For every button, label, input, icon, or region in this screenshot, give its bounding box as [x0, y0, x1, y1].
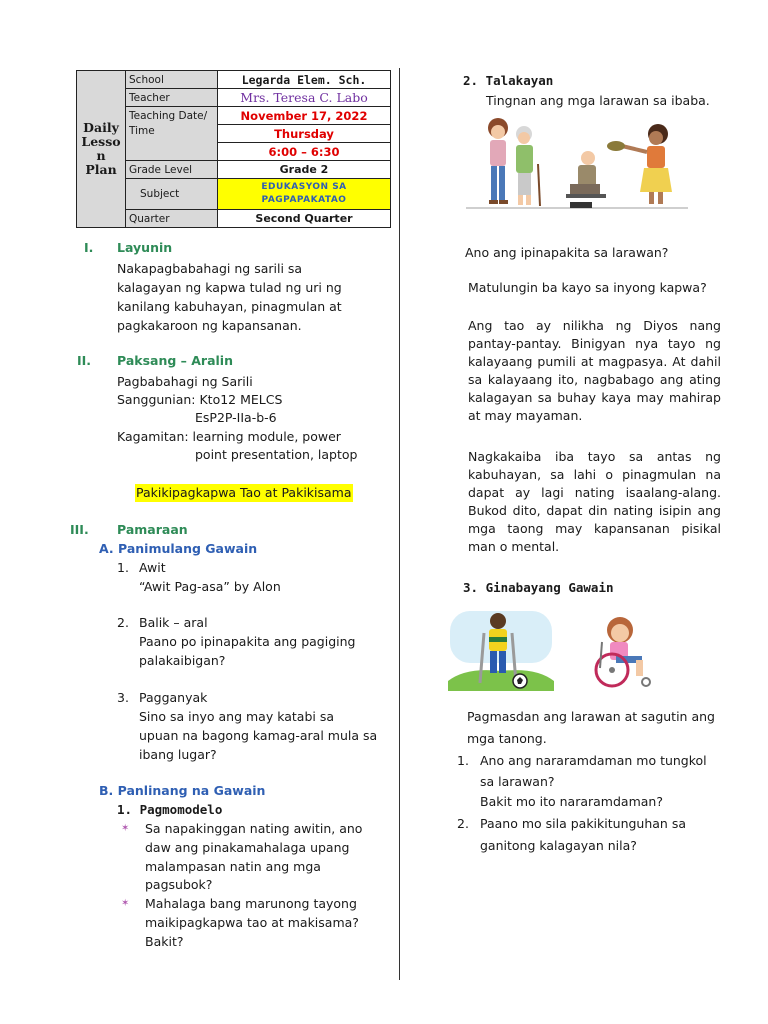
item-2-line-3: palakaibigan?: [139, 653, 226, 668]
grade-level-label: Grade Level: [126, 161, 218, 179]
section-1-number: I.: [84, 240, 94, 255]
subject-line-1: EDUKASYON SA: [261, 182, 347, 192]
paragraph-2: Nagkakaiba iba tayo sa antas ng kabuhayan, sa lahi o pinagmulan na dapat ay lagi nating isaalang-alang. Bukod dito, dapat din nating isipin ang mga taong may kapansanan pisikal man o mental.: [468, 449, 721, 554]
sanggunian-line: Sanggunian: Kto12 MELCS: [117, 392, 283, 407]
item-2-line-1: Balik – aral: [139, 615, 208, 630]
column-divider: [399, 68, 400, 980]
teacher-value: Mrs. Teresa C. Labo: [218, 89, 391, 107]
topic-highlight: Pakikipagkapwa Tao at Pakikisama: [136, 485, 352, 500]
section-1-title: Layunin: [117, 240, 173, 255]
panlinang-gawain-title: B. Panlinang na Gawain: [99, 783, 266, 798]
item-1-line-1: Awit: [139, 560, 166, 575]
bullet-1-line-4: pagsubok?: [145, 877, 213, 892]
ginabayang-gawain-title: 3. Ginabayang Gawain: [463, 580, 614, 595]
teacher-label: Teacher: [126, 89, 218, 107]
subject-label: Subject: [126, 179, 218, 210]
guide-q2-line-1: Paano mo sila pakikitunguhan sa: [480, 816, 686, 831]
guide-q1-line-2: sa larawan?: [480, 774, 555, 789]
time-value: 6:00 – 6:30: [218, 143, 391, 161]
guide-q2-line-2: ganitong kalagayan nila?: [480, 838, 637, 853]
teaching-date-label: Teaching Date/ Time: [126, 107, 218, 161]
item-2-line-2: Paano po ipinapakita ang pagiging: [139, 634, 356, 649]
bullet-1-line-1: Sa napakinggan nating awitin, ano: [145, 821, 363, 836]
bullet-1-line-3: malampasan natin ang mga: [145, 859, 321, 874]
lesson-plan-header-table: [76, 70, 391, 228]
item-1-line-2: “Awit Pag-asa” by Alon: [139, 579, 281, 594]
layunin-line-3: kanilang kabuhayan, pinagmulan at: [117, 299, 342, 314]
item-2-number: 2.: [117, 615, 129, 630]
subject-line-2: PAGPAPAKATAO: [261, 195, 347, 205]
school-value: Legarda Elem. Sch.: [218, 71, 391, 89]
question-2: Matulungin ba kayo sa inyong kapwa?: [468, 280, 707, 295]
boy-crutches-illustration: [446, 607, 556, 695]
wheelchair-girl-illustration: [580, 612, 672, 690]
helping-illustration: [466, 112, 688, 212]
guide-q1-line-3: Bakit mo ito nararamdaman?: [480, 794, 663, 809]
subject-value: [218, 179, 391, 210]
bullet-1-icon: ✶: [121, 823, 130, 834]
guide-q1-number: 1.: [457, 753, 469, 768]
grade-level-value: Grade 2: [218, 161, 391, 179]
talakayan-title: 2. Talakayan: [463, 73, 554, 88]
item-3-number: 3.: [117, 690, 129, 705]
item-3-line-1: Pagganyak: [139, 690, 208, 705]
layunin-line-4: pagkakaroon ng kapansanan.: [117, 318, 302, 333]
question-1: Ano ang ipinapakita sa larawan?: [465, 245, 669, 260]
item-3-line-4: ibang lugar?: [139, 747, 217, 762]
code-line: EsP2P-IIa-b-6: [195, 410, 277, 425]
bullet-2-line-2: maikipagkapwa tao at makisama?: [145, 915, 359, 930]
bullet-2-line-1: Mahalaga bang marunong tayong: [145, 896, 357, 911]
panimulang-gawain-title: A. Panimulang Gawain: [99, 541, 258, 556]
item-3-line-3: upuan na bagong kamag-aral mula sa: [139, 728, 378, 743]
day-value: Thursday: [218, 125, 391, 143]
guide-q1-line-1: Ano ang nararamdaman mo tungkol: [480, 753, 707, 768]
pagmomodelo-title: 1. Pagmomodelo: [117, 802, 223, 817]
kagamitan-line-2: point presentation, laptop: [195, 447, 358, 462]
bullet-1-line-2: daw ang pinakamahalaga upang: [145, 840, 350, 855]
quarter-label: Quarter: [126, 210, 218, 228]
guide-q2-number: 2.: [457, 816, 469, 831]
section-2-title: Paksang – Aralin: [117, 353, 233, 368]
school-label: School: [126, 71, 218, 89]
layunin-line-1: Nakapagbabahagi ng sarili sa: [117, 261, 303, 276]
kagamitan-line: Kagamitan: learning module, power: [117, 429, 341, 444]
section-3-number: III.: [70, 522, 89, 537]
date-value: November 17, 2022: [218, 107, 391, 125]
quarter-value: Second Quarter: [218, 210, 391, 228]
talakayan-intro: Tingnan ang mga larawan sa ibaba.: [486, 93, 710, 108]
section-3-title: Pamaraan: [117, 522, 188, 537]
daily-lesson-plan-label: Daily Lesso n Plan: [77, 71, 126, 228]
section-2-number: II.: [77, 353, 92, 368]
layunin-line-2: kalagayan ng kapwa tulad ng uri ng: [117, 280, 342, 295]
bullet-2-line-3: Bakit?: [145, 934, 184, 949]
paragraph-1: Ang tao ay nilikha ng Diyos nang pantay-pantay. Binigyan nya tayo ng kalayaang pumili at magpasya. At dahil sa kalayaang ito, nagbabago ang ating kalagayan sa buhay kaya may mahirap at may mayaman.: [468, 318, 721, 423]
instruction-line-1: Pagmasdan ang larawan at sagutin ang: [467, 709, 715, 724]
bullet-2-icon: ✶: [121, 898, 130, 909]
item-1-number: 1.: [117, 560, 129, 575]
item-3-line-2: Sino sa inyo ang may katabi sa: [139, 709, 335, 724]
paksa-line-1: Pagbabahagi ng Sarili: [117, 374, 253, 389]
instruction-line-2: mga tanong.: [467, 731, 547, 746]
